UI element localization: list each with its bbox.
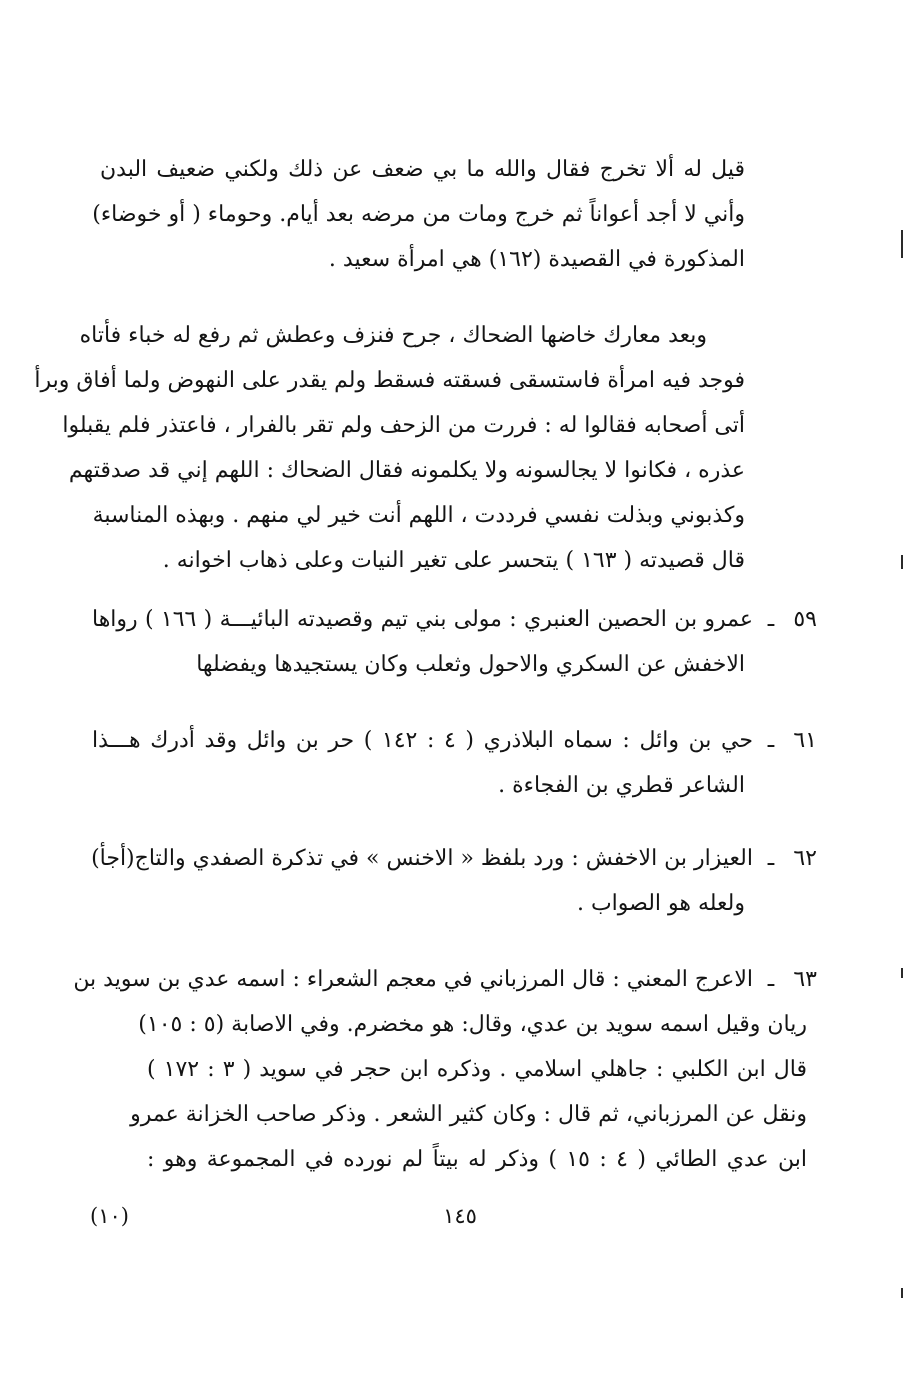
entry-62 [92,836,817,926]
entry-dash: ـ [767,846,775,871]
text-line: قال ابن الكلبي : جاهلي اسلامي . وذكره ابن حجر في سويد ( ٣ : ١٧٢ ) [147,1057,808,1082]
text-line: الشاعر قطري بن الفجاءة . [498,773,745,798]
text-line: الاخفش عن السكري والاحول وثعلب وكان يستجيدها ويفضلها [196,652,745,677]
entry-dash: ـ [767,967,775,992]
text-line: عذره ، فكانوا لا يجالسونه ولا يكلمونه فقال الضحاك : اللهم إني قد صدقتهم [68,458,745,483]
entry-63 [73,957,817,1182]
entry-number: ٦١ [793,728,817,753]
text-line: وبعد معارك خاضها الضحاك ، جرح فنزف وعطش ثم رفع له خباء فأتاه [79,323,707,348]
entry-dash: ـ [767,607,775,632]
entry-61 [92,718,817,808]
text-line: قال قصيدته ( ١٦٣ ) يتحسر على تغير النيات وعلى ذهاب اخوانه . [162,548,745,573]
text-line: ونقل عن المرزباني، ثم قال : وكان كثير الشعر . وذكر صاحب الخزانة عمرو [130,1102,807,1127]
text-line: ريان وقيل اسمه سويد بن عدي، وقال: هو مخضرم. وفي الاصابة (٥ : ١٠٥) [138,1012,807,1037]
text-line: عمرو بن الحصين العنبري : مولى بني تيم وقصيدته البائيـــة ( ١٦٦ ) رواها [92,607,754,632]
text-line: الاعرج المعني : قال المرزباني في معجم الشعراء : اسمه عدي بن سويد بن [73,967,753,992]
entry-number: ٦٢ [793,846,817,871]
paragraph-2 [34,313,745,583]
text-line: فوجد فيه امرأة فاستسقى فسقته فسقط ولم يقدر على النهوض ولما أفاق وبرأ [34,368,745,393]
text-line: أتى أصحابه فقالوا له : فررت من الزحف ولم تقر بالفرار ، فاعتذر فلم يقبلوا [62,413,745,438]
text-line: ابن عدي الطائي ( ٤ : ١٥ ) وذكر له بيتاً لم نورده في المجموعة وهو : [147,1147,807,1172]
text-line: قيل له ألا تخرج فقال والله ما بي ضعف عن ذلك ولكني ضعيف البدن [100,157,745,182]
text-line: وكذبوني وبذلت نفسي فرددت ، اللهم أنت خير لي منهم . وبهذه المناسبة [92,503,745,528]
text-line: وأني لا أجد أعواناً ثم خرج ومات من مرضه بعد أيام. وحوماء ( أو خوضاء) [92,202,745,227]
page-number: ١٤٥ [443,1204,477,1228]
text-line: ولعله هو الصواب . [576,891,745,916]
entry-59 [92,597,817,687]
paragraph-1 [92,147,745,282]
text-line: المذكورة في القصيدة (١٦٢) هي امرأة سعيد . [328,247,745,272]
signature-mark: (١٠) [90,1204,129,1228]
entry-number: ٦٣ [793,967,817,992]
entry-dash: ـ [767,728,775,753]
text-line: حي بن وائل : سماه البلاذري ( ٤ : ١٤٢ ) حر بن وائل وقد أدرك هـــذا [92,728,753,753]
entry-number: ٥٩ [793,607,817,632]
text-line: العيزار بن الاخفش : ورد بلفظ « الاخنس » في تذكرة الصفدي والتاج(أجأ) [91,846,753,871]
